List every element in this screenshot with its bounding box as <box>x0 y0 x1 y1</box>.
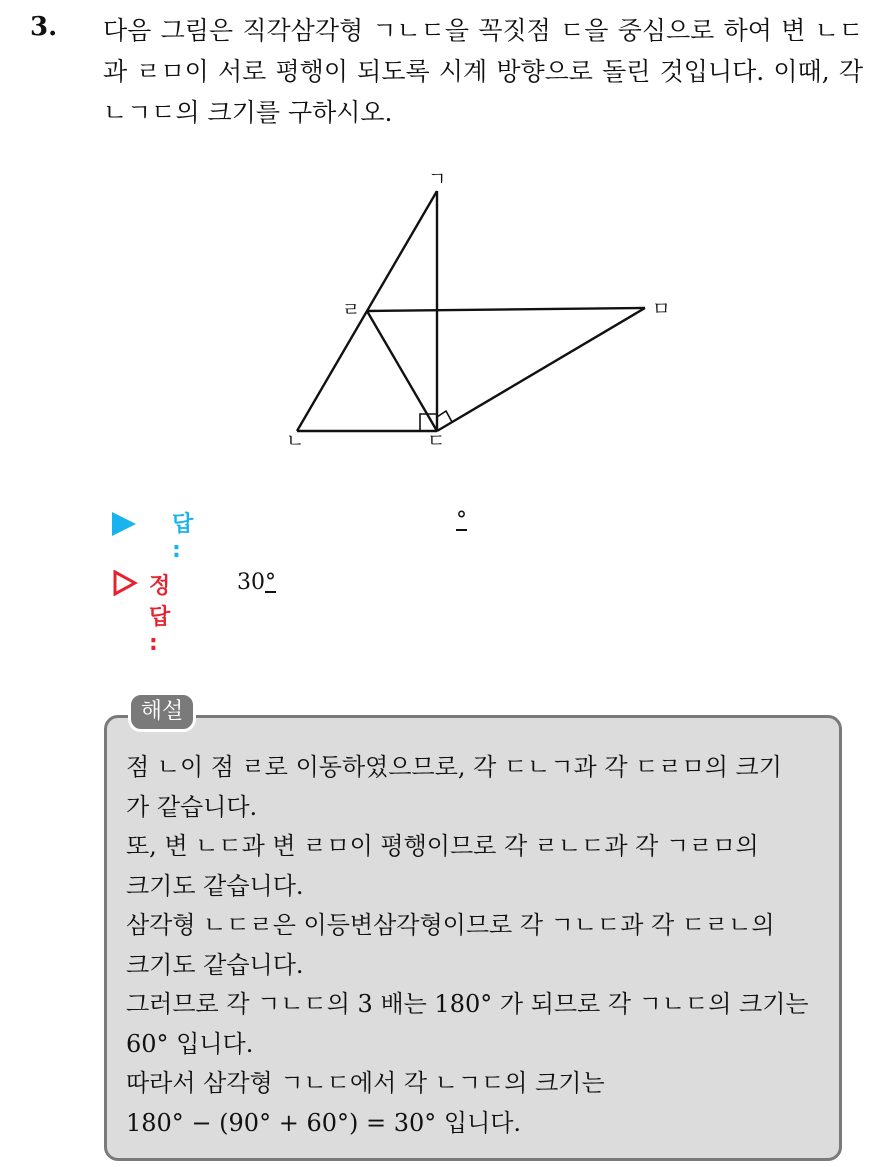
vertex-label-n: ㄴ <box>286 430 305 452</box>
correct-number: 30 <box>237 570 265 595</box>
solution-text <box>126 748 822 1143</box>
solution-line: 크기도 같습니다. <box>126 950 304 979</box>
answer-label: 답 : <box>172 512 194 563</box>
segment-r-m <box>367 308 645 311</box>
question-number: 3. <box>30 12 58 42</box>
solution-line: 180° − (90° + 60°) = 30° 입니다. <box>126 1108 522 1137</box>
solution-line: 따라서 삼각형 ㄱㄴㄷ에서 각 ㄴㄱㄷ의 크기는 <box>126 1069 605 1097</box>
solution-line: 또, 변 ㄴㄷ과 변 ㄹㅁ이 평행이므로 각 ㄹㄴㄷ과 각 ㄱㄹㅁ의 <box>126 832 759 860</box>
solution-line: 가 같습니다. <box>126 792 258 821</box>
outline-triangle-icon <box>112 570 138 596</box>
solution-line: 삼각형 ㄴㄷㄹ은 이등변삼각형이므로 각 ㄱㄴㄷ과 각 ㄷㄹㄴ의 <box>126 911 775 939</box>
solution-line: 크기도 같습니다. <box>126 871 304 900</box>
solution-line: 그러므로 각 ㄱㄴㄷ의 3 배는 180° 가 되므로 각 ㄱㄴㄷ의 크기는 <box>126 990 809 1018</box>
question-text: 다음 그림은 직각삼각형 ㄱㄴㄷ을 꼭짓점 ㄷ을 중심으로 하여 변 ㄴㄷ과 ㄹㅁ이 서로 평행이 되도록 시계 방향으로 돌린 것입니다. 이때, 각 ㄴㄱㄷ의 크기를 구하시오. <box>103 16 863 127</box>
segment-r-d <box>367 311 437 431</box>
right-angle-mark-2 <box>437 411 452 422</box>
answer-row <box>112 506 467 563</box>
segment-m-d <box>437 308 645 431</box>
vertex-label-m: ㅁ <box>652 298 671 320</box>
rotated-triangle-figure <box>270 155 690 455</box>
vertex-label-r: ㄹ <box>342 299 361 321</box>
solution-tab: 해설 <box>128 692 196 732</box>
vertex-label-g: ㄱ <box>428 168 447 190</box>
correct-answer-value <box>237 570 276 595</box>
solution-line: 60° 입니다. <box>126 1029 254 1058</box>
solution-line: 점 ㄴ이 점 ㄹ로 이동하였으므로, 각 ㄷㄴㄱ과 각 ㄷㄹㅁ의 크기 <box>126 753 782 781</box>
vertex-label-d: ㄷ <box>427 430 446 452</box>
answer-input[interactable]: ° <box>456 508 467 533</box>
correct-unit: ° <box>265 570 276 595</box>
correct-answer-label: 정답 : <box>149 574 171 656</box>
play-triangle-icon <box>112 512 136 536</box>
